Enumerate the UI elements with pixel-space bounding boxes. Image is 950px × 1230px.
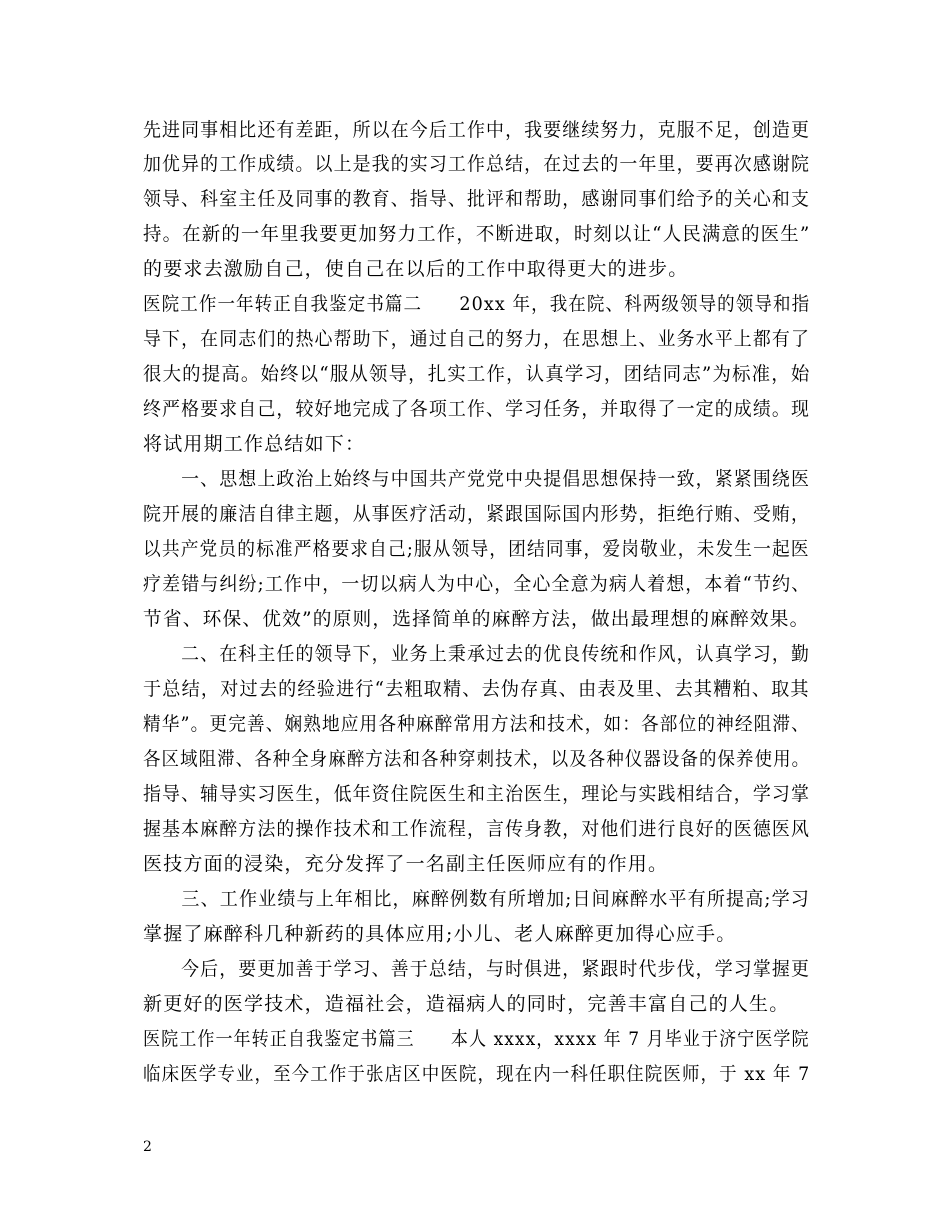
text-line: 二、在科主任的领导下，业务上秉承过去的优良传统和作风，认真学习，勤 [143, 643, 811, 665]
text-line: 于总结，对过去的经验进行“去粗取精、去伪存真、由表及里、去其糟粕、取其 [143, 678, 810, 700]
text-line: 以共产党员的标准严格要求自己;服从领导，团结同事，爱岗敬业，未发生一起医 [143, 538, 810, 560]
text-line: 临床医学专业，至今工作于张店区中医院，现在内一科任职住院医师，于 xx 年 7 [143, 1063, 811, 1085]
text-line: 持。在新的一年里我要更加努力工作，不断进取，时刻以让“人民满意的医生” [143, 223, 811, 245]
text-line: 三、工作业绩与上年相比，麻醉例数有所增加;日间麻醉水平有所提高;学习 [143, 888, 811, 910]
text-line: 的要求去激励自己，使自己在以后的工作中取得更大的进步。 [143, 258, 689, 280]
text-line: 精华”。更完善、娴熟地应用各种麻醉常用方法和技术，如：各部位的神经阻滞、 [143, 713, 810, 735]
text-line: 院开展的廉洁自律主题，从事医疗活动，紧跟国际国内形势，拒绝行贿、受贿， [143, 503, 811, 525]
text-line: 新更好的医学技术，造福社会，造福病人的同时，完善丰富自己的人生。 [143, 993, 790, 1015]
text-line: 疗差错与纠纷;工作中，一切以病人为中心，全心全意为病人着想，本着“节约、 [143, 573, 811, 595]
section-heading-line: 医院工作一年转正自我鉴定书篇三 本人 xxxx，xxxx 年 7 月毕业于济宁医学院 [143, 1028, 810, 1050]
text-line: 掌握了麻醉科几种新药的具体应用;小儿、老人麻醉更加得心应手。 [143, 923, 737, 945]
text-line: 今后，要更加善于学习、善于总结，与时俱进，紧跟时代步伐，学习掌握更 [143, 958, 811, 980]
text-line: 各区域阻滞、各种全身麻醉方法和各种穿刺技术，以及各种仪器设备的保养使用。 [143, 748, 811, 770]
text-line: 加优异的工作成绩。以上是我的实习工作总结，在过去的一年里，要再次感谢院 [143, 153, 811, 175]
text-line: 一、思想上政治上始终与中国共产党党中央提倡思想保持一致，紧紧围绕医 [143, 468, 811, 490]
text-line: 节省、环保、优效”的原则，选择简单的麻醉方法，做出最理想的麻醉效果。 [143, 608, 810, 630]
text-line: 将试用期工作总结如下： [143, 433, 366, 455]
text-line: 先进同事相比还有差距，所以在今后工作中，我要继续努力，克服不足，创造更 [143, 119, 811, 141]
text-line: 领导、科室主任及同事的教育、指导、批评和帮助，感谢同事们给予的关心和支 [143, 188, 811, 210]
text-line: 握基本麻醉方法的操作技术和工作流程，言传身教，对他们进行良好的医德医风 [143, 818, 811, 840]
text-line: 医技方面的浸染，充分发挥了一名副主任医师应有的作用。 [143, 853, 669, 875]
text-line: 终严格要求自己，较好地完成了各项工作、学习任务，并取得了一定的成绩。现 [143, 398, 811, 420]
text-line: 导下，在同志们的热心帮助下，通过自己的努力，在思想上、业务水平上都有了 [143, 328, 811, 350]
section-heading-line: 医院工作一年转正自我鉴定书篇二 20xx 年，我在院、科两级领导的领导和指 [143, 293, 811, 315]
page-number: 2 [143, 1139, 152, 1155]
text-line: 很大的提高。始终以“服从领导，扎实工作，认真学习，团结同志”为标准，始 [143, 363, 811, 385]
text-line: 指导、辅导实习医生，低年资住院医生和主治医生，理论与实践相结合，学习掌 [143, 783, 811, 805]
